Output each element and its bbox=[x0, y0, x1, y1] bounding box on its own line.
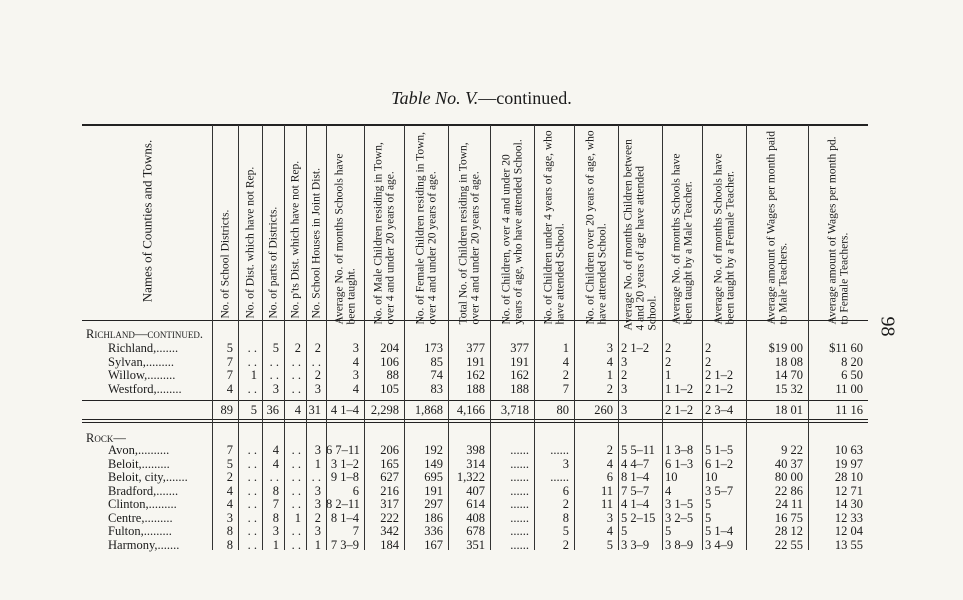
table-cell: 2 bbox=[705, 354, 712, 369]
table-cell: 6 50 bbox=[841, 368, 863, 382]
table-cell: 407 bbox=[466, 483, 485, 498]
table-cell: 4 bbox=[226, 497, 233, 511]
column-header-text: Average No. of months Schools have been taught by a Female Teacher. bbox=[712, 153, 736, 324]
table-cell: 2 1–2 bbox=[705, 368, 734, 382]
column-header bbox=[746, 125, 808, 324]
table-cell: 3 bbox=[606, 510, 613, 525]
table-cell: 10 bbox=[665, 470, 678, 484]
column-header-text: No. School Houses in Joint Dist. bbox=[310, 167, 322, 318]
table-cell: 3 bbox=[352, 341, 359, 355]
column-header bbox=[808, 125, 868, 324]
column-header-text: Average No. of months Schools have been taught by a Male Teacher. bbox=[670, 153, 694, 324]
table-cell: 74 bbox=[430, 368, 443, 382]
table-cell: 149 bbox=[424, 456, 443, 471]
table-cell: . . bbox=[247, 510, 257, 525]
table-cell: 80 bbox=[556, 403, 569, 417]
column-header-text: No. of School Districts. bbox=[219, 209, 231, 318]
table-cell: 2 bbox=[606, 443, 613, 457]
table-cell: 18 01 bbox=[774, 403, 803, 417]
table-cell: 260 bbox=[594, 403, 613, 417]
table-cell: 222 bbox=[380, 510, 399, 525]
table-cell: 4 bbox=[562, 354, 569, 369]
table-cell: 3 bbox=[621, 403, 628, 417]
table-cell: 695 bbox=[424, 470, 443, 484]
table-cell: ...... bbox=[510, 443, 529, 457]
table-cell: ...... bbox=[510, 510, 529, 525]
table-cell: 7 bbox=[352, 524, 359, 538]
column-header-text: Average No. of months Children between 4 and 20 years of age have attended School. bbox=[622, 138, 658, 330]
table-cell: 4 bbox=[272, 456, 279, 471]
table-cell: 3 bbox=[314, 497, 321, 511]
table-cell: 105 bbox=[380, 381, 399, 396]
table-cell: 5 bbox=[562, 524, 569, 538]
table-cell: . . bbox=[291, 381, 301, 396]
table-cell: 3 bbox=[562, 456, 569, 471]
table-cell: 2 bbox=[562, 537, 569, 552]
table-cell: 11 00 bbox=[835, 381, 863, 396]
town-name: Beloit,......... bbox=[108, 456, 170, 471]
table-cell: 3 bbox=[352, 368, 359, 382]
table-cell: 3 bbox=[621, 381, 628, 396]
table-cell: 206 bbox=[380, 443, 399, 457]
table-cell: 5 5–11 bbox=[621, 443, 655, 457]
table-cell: $11 60 bbox=[829, 341, 863, 355]
table-cell: . . bbox=[269, 470, 279, 484]
column-header bbox=[212, 125, 238, 320]
table-cell: 14 70 bbox=[774, 368, 803, 382]
table-cell: 3 bbox=[226, 510, 233, 525]
table-cell: 377 bbox=[466, 341, 485, 355]
table-cell: ...... bbox=[510, 456, 529, 471]
column-header bbox=[326, 125, 364, 324]
column-header bbox=[448, 125, 490, 324]
table-cell: 191 bbox=[510, 354, 529, 369]
table-cell: . . bbox=[269, 368, 279, 382]
table-cell: 5 bbox=[705, 510, 712, 525]
table-cell: 4 bbox=[272, 443, 279, 457]
table-cell: 4 bbox=[606, 354, 613, 369]
town-name: Fulton,......... bbox=[108, 524, 172, 538]
town-name: Willow,......... bbox=[108, 368, 176, 382]
column-header bbox=[364, 125, 404, 324]
table-cell: ...... bbox=[550, 470, 569, 484]
column-header bbox=[82, 125, 212, 320]
table-cell: . . bbox=[247, 341, 257, 355]
table-cell: 188 bbox=[510, 381, 529, 396]
table-cell: 19 97 bbox=[834, 456, 863, 471]
column-header bbox=[284, 125, 306, 320]
table-title bbox=[0, 88, 963, 109]
table-cell: 9 1–8 bbox=[330, 470, 359, 484]
table-cell: 8 bbox=[562, 510, 569, 525]
table-cell: 3 2–5 bbox=[665, 510, 694, 525]
table-cell: . . bbox=[247, 537, 257, 552]
town-name: Avon,.......... bbox=[108, 443, 170, 457]
table-title-suffix: —continued. bbox=[478, 88, 572, 108]
table-cell: . . bbox=[247, 443, 257, 457]
table-cell: 317 bbox=[380, 497, 399, 511]
table-cell: 5 1–4 bbox=[705, 524, 734, 538]
table-cell: 7 bbox=[226, 368, 233, 382]
column-header-text: Total No. of Children residing in Town, over 4 and under 20 years of age. bbox=[457, 141, 481, 324]
table-cell: 12 33 bbox=[834, 510, 863, 525]
table-cell: 188 bbox=[466, 381, 485, 396]
table-cell: 18 08 bbox=[774, 354, 803, 369]
table-cell: 2 bbox=[314, 341, 321, 355]
table-cell: 2 1–2 bbox=[705, 381, 734, 396]
table-cell: 1 bbox=[250, 368, 257, 382]
table-cell: . . bbox=[291, 470, 301, 484]
table-cell: 3 bbox=[606, 341, 613, 355]
table-cell: 2 bbox=[226, 470, 233, 484]
table-cell: . . bbox=[247, 354, 257, 369]
table-cell: 2 bbox=[665, 354, 672, 369]
table-cell: 4 bbox=[606, 456, 613, 471]
table-cell: 88 bbox=[386, 368, 399, 382]
table-cell: 6 7–11 bbox=[326, 443, 360, 457]
table-cell: 3 1–2 bbox=[330, 456, 359, 471]
table-cell: 8 bbox=[226, 537, 233, 552]
table-cell: 36 bbox=[266, 403, 279, 417]
county-label-richland: Richland—continued. bbox=[86, 327, 203, 341]
table-cell: . . bbox=[247, 497, 257, 511]
table-cell: 24 11 bbox=[775, 497, 803, 511]
table-title-main: Table No. V. bbox=[391, 88, 479, 108]
table-cell: 2 3–4 bbox=[705, 403, 734, 417]
table-cell: 5 bbox=[705, 497, 712, 511]
table-cell: 1 bbox=[606, 368, 613, 382]
table-cell: 6 bbox=[606, 470, 613, 484]
table-cell: 1 bbox=[314, 537, 321, 552]
table-cell: 5 bbox=[665, 524, 672, 538]
table-cell: 7 5–7 bbox=[621, 483, 650, 498]
column-header bbox=[534, 125, 574, 324]
column-header bbox=[262, 125, 284, 320]
table-cell: 351 bbox=[466, 537, 485, 552]
column-header-text: No. of Male Children residing in Town, over 4 and under 20 years of age. bbox=[372, 141, 396, 324]
column-header bbox=[306, 125, 326, 320]
total-rule-top bbox=[82, 400, 868, 401]
table-cell: 14 30 bbox=[834, 497, 863, 511]
table-cell: 204 bbox=[380, 341, 399, 355]
table-cell: 5 1–5 bbox=[705, 443, 734, 457]
town-name: Westford,........ bbox=[108, 381, 182, 396]
town-name: Clinton,......... bbox=[108, 497, 177, 511]
table-cell: 22 55 bbox=[774, 537, 803, 552]
table-cell: 2 bbox=[705, 341, 712, 355]
table-cell: 3 bbox=[314, 443, 321, 457]
table-cell: 6 1–2 bbox=[705, 456, 734, 471]
table-cell: 8 20 bbox=[841, 354, 863, 369]
table-cell: 10 bbox=[705, 470, 718, 484]
table-cell: 3 8–9 bbox=[665, 537, 694, 552]
column-header bbox=[618, 125, 662, 330]
table-cell: ...... bbox=[510, 470, 529, 484]
table-cell: 40 37 bbox=[774, 456, 803, 471]
table-cell: ...... bbox=[510, 537, 529, 552]
table-cell: 1 3–8 bbox=[665, 443, 694, 457]
column-header-text: No. of Children, over 4 and under 20 years of age, who have attended School. bbox=[500, 138, 524, 324]
table-cell: . . bbox=[311, 470, 321, 484]
table-cell: 28 12 bbox=[774, 524, 803, 538]
table-cell: . . bbox=[291, 443, 301, 457]
column-header bbox=[702, 125, 746, 324]
table-cell: 2 bbox=[314, 510, 321, 525]
table-cell: 4 bbox=[352, 381, 359, 396]
table-cell: 1 bbox=[314, 456, 321, 471]
table-cell: 191 bbox=[424, 483, 443, 498]
table-cell: 7 bbox=[226, 354, 233, 369]
column-header-text: No. of Dist. which have not Rep. bbox=[244, 166, 256, 318]
table-cell: 4 bbox=[226, 381, 233, 396]
table-cell: 8 2–11 bbox=[326, 497, 360, 511]
table-cell: 342 bbox=[380, 524, 399, 538]
table-cell: 3 bbox=[314, 524, 321, 538]
table-cell: 3 4–9 bbox=[705, 537, 734, 552]
column-header bbox=[662, 125, 702, 324]
table-cell: 162 bbox=[466, 368, 485, 382]
table-cell: 7 3–9 bbox=[330, 537, 359, 552]
table-cell: 167 bbox=[424, 537, 443, 552]
table-cell: 7 bbox=[272, 497, 279, 511]
table-cell: 5 bbox=[272, 341, 279, 355]
table-cell: 1 bbox=[562, 341, 569, 355]
table-cell: 398 bbox=[466, 443, 485, 457]
table-cell: $19 00 bbox=[768, 341, 803, 355]
table-cell: 165 bbox=[380, 456, 399, 471]
table-cell: 1 bbox=[272, 537, 279, 552]
total-rule-bottom bbox=[82, 419, 868, 420]
table-cell: 6 1–3 bbox=[665, 456, 694, 471]
table-cell: 8 bbox=[272, 510, 279, 525]
column-header-text: No. of Children over 20 years of age, who have attended School. bbox=[584, 129, 608, 324]
table-cell: 22 86 bbox=[774, 483, 803, 498]
table-cell: 5 bbox=[226, 456, 233, 471]
table-cell: 28 10 bbox=[834, 470, 863, 484]
table-cell: 162 bbox=[510, 368, 529, 382]
table-cell: 3 bbox=[314, 381, 321, 396]
table-cell: 4,166 bbox=[456, 403, 485, 417]
table-cell: . . bbox=[247, 524, 257, 538]
table-cell: 5 bbox=[226, 341, 233, 355]
table-cell: . . bbox=[291, 524, 301, 538]
table-cell: 3 bbox=[314, 483, 321, 498]
table-cell: 12 71 bbox=[834, 483, 863, 498]
column-header-text: No. of Female Children residing in Town, over 4 and under 20 years of age. bbox=[414, 131, 438, 324]
table-cell: 3 1–5 bbox=[665, 497, 694, 511]
table-cell: 4 1–4 bbox=[621, 497, 650, 511]
table-cell: 627 bbox=[380, 470, 399, 484]
table-cell: 106 bbox=[380, 354, 399, 369]
table-cell: . . bbox=[247, 381, 257, 396]
town-name: Bradford,....... bbox=[108, 483, 179, 498]
table-cell: 10 63 bbox=[834, 443, 863, 457]
county-label-rock: Rock— bbox=[86, 431, 126, 445]
table-cell: 5 2–15 bbox=[621, 510, 656, 525]
table-cell: 336 bbox=[424, 524, 443, 538]
table-cell: 85 bbox=[430, 354, 443, 369]
table-cell: 13 55 bbox=[834, 537, 863, 552]
table-cell: . . bbox=[311, 354, 321, 369]
table-cell: . . bbox=[291, 368, 301, 382]
table-cell: 3 3–9 bbox=[621, 537, 650, 552]
table-cell: 297 bbox=[424, 497, 443, 511]
table-cell: ...... bbox=[510, 497, 529, 511]
table-cell: 4 bbox=[606, 524, 613, 538]
column-header-text: Names of Counties and Towns. bbox=[139, 139, 154, 302]
table-cell: . . bbox=[291, 537, 301, 552]
column-header-text: No. of parts of Districts. bbox=[267, 206, 279, 318]
table-cell: 2 1–2 bbox=[665, 403, 694, 417]
column-header-text: Average amount of Wages per month pd. to Female Teachers. bbox=[826, 135, 850, 324]
table-cell: 3 5–7 bbox=[705, 483, 734, 498]
table-cell: 314 bbox=[466, 456, 485, 471]
table-cell: 11 bbox=[600, 483, 613, 498]
column-header bbox=[490, 125, 534, 324]
table-cell: 83 bbox=[430, 381, 443, 396]
table-cell: 80 00 bbox=[774, 470, 803, 484]
table-cell: . . bbox=[291, 456, 301, 471]
table-cell: . . bbox=[291, 354, 301, 369]
column-header bbox=[574, 125, 618, 324]
table-cell: 3 bbox=[621, 354, 628, 369]
table-cell: 8 1–4 bbox=[330, 510, 359, 525]
table-cell: 173 bbox=[424, 341, 443, 355]
table-cell: 2 bbox=[562, 497, 569, 511]
column-header-text: No. of Children under 4 years of age, who have attended School. bbox=[542, 129, 566, 324]
table-cell: 31 bbox=[308, 403, 321, 417]
column-header-text: Average amount of Wages per month paid to Male Teachers. bbox=[765, 130, 789, 324]
table-cell: . . bbox=[291, 483, 301, 498]
table-cell: . . bbox=[291, 497, 301, 511]
table-cell: . . bbox=[247, 470, 257, 484]
table-cell: 1,322 bbox=[456, 470, 485, 484]
table-cell: 3,718 bbox=[500, 403, 529, 417]
column-header bbox=[404, 125, 448, 324]
table-cell: 6 bbox=[562, 483, 569, 498]
table-cell: 1 bbox=[665, 368, 672, 382]
table-cell: 4 4–7 bbox=[621, 456, 650, 471]
table-cell: 5 bbox=[606, 537, 613, 552]
table-cell: 9 22 bbox=[781, 443, 803, 457]
table-cell: 8 bbox=[226, 524, 233, 538]
table-cell: 4 bbox=[352, 354, 359, 369]
town-name: Harmony,....... bbox=[108, 537, 180, 552]
column-header bbox=[238, 125, 262, 320]
table-cell: 5 bbox=[621, 524, 628, 538]
column-header-text: No. p'ts Dist. which have not Rep. bbox=[289, 160, 301, 318]
table-cell: 2 bbox=[314, 368, 321, 382]
table-cell: 4 bbox=[665, 483, 672, 498]
table-cell: . . bbox=[247, 483, 257, 498]
table-cell: 2 bbox=[665, 341, 672, 355]
table-cell: 1,868 bbox=[414, 403, 443, 417]
table-cell: 2 bbox=[621, 368, 628, 382]
table-cell: 7 bbox=[226, 443, 233, 457]
table-cell: 5 bbox=[250, 403, 257, 417]
table-cell: 3 bbox=[272, 381, 279, 396]
table-cell: 7 bbox=[562, 381, 569, 396]
table-cell: 186 bbox=[424, 510, 443, 525]
table-cell: . . bbox=[247, 456, 257, 471]
table-cell: 184 bbox=[380, 537, 399, 552]
town-name: Sylvan,......... bbox=[108, 354, 174, 369]
table-cell: 2 1–2 bbox=[621, 341, 650, 355]
table-cell: 12 04 bbox=[834, 524, 863, 538]
table-cell: 377 bbox=[510, 341, 529, 355]
table-cell: ...... bbox=[550, 443, 569, 457]
table-cell: 8 1–4 bbox=[621, 470, 650, 484]
table-cell: 6 bbox=[352, 483, 359, 498]
table-cell: . . bbox=[269, 354, 279, 369]
table-cell: 4 bbox=[226, 483, 233, 498]
total-rule-double bbox=[82, 422, 868, 423]
table-cell: 4 bbox=[294, 403, 301, 417]
table-cell: 1 bbox=[294, 510, 301, 525]
table-cell: ...... bbox=[510, 483, 529, 498]
table-cell: 614 bbox=[466, 497, 485, 511]
column-header-text: Average No. of months Schools have been taught. bbox=[333, 153, 357, 324]
table-cell: 89 bbox=[220, 403, 233, 417]
table-cell: 4 1–4 bbox=[330, 403, 359, 417]
table-cell: 678 bbox=[466, 524, 485, 538]
table-cell: 16 75 bbox=[774, 510, 803, 525]
town-name: Beloit, city,....... bbox=[108, 470, 188, 484]
table-cell: 191 bbox=[466, 354, 485, 369]
table-cell: 11 16 bbox=[835, 403, 863, 417]
town-name: Centre,......... bbox=[108, 510, 173, 525]
page-number: 98 bbox=[876, 316, 899, 337]
table-cell: 15 32 bbox=[774, 381, 803, 396]
table-cell: 3 bbox=[272, 524, 279, 538]
table-cell: 11 bbox=[600, 497, 613, 511]
table-cell: 1 1–2 bbox=[665, 381, 694, 396]
table-cell: 2 bbox=[606, 381, 613, 396]
table-cell: ...... bbox=[510, 524, 529, 538]
table-cell: 2 bbox=[294, 341, 301, 355]
table-cell: 8 bbox=[272, 483, 279, 498]
table-cell: 192 bbox=[424, 443, 443, 457]
table-cell: 2 bbox=[562, 368, 569, 382]
table-cell: 216 bbox=[380, 483, 399, 498]
table-cell: 2,298 bbox=[370, 403, 399, 417]
table-cell: 408 bbox=[466, 510, 485, 525]
town-name: Richland,....... bbox=[108, 341, 179, 355]
